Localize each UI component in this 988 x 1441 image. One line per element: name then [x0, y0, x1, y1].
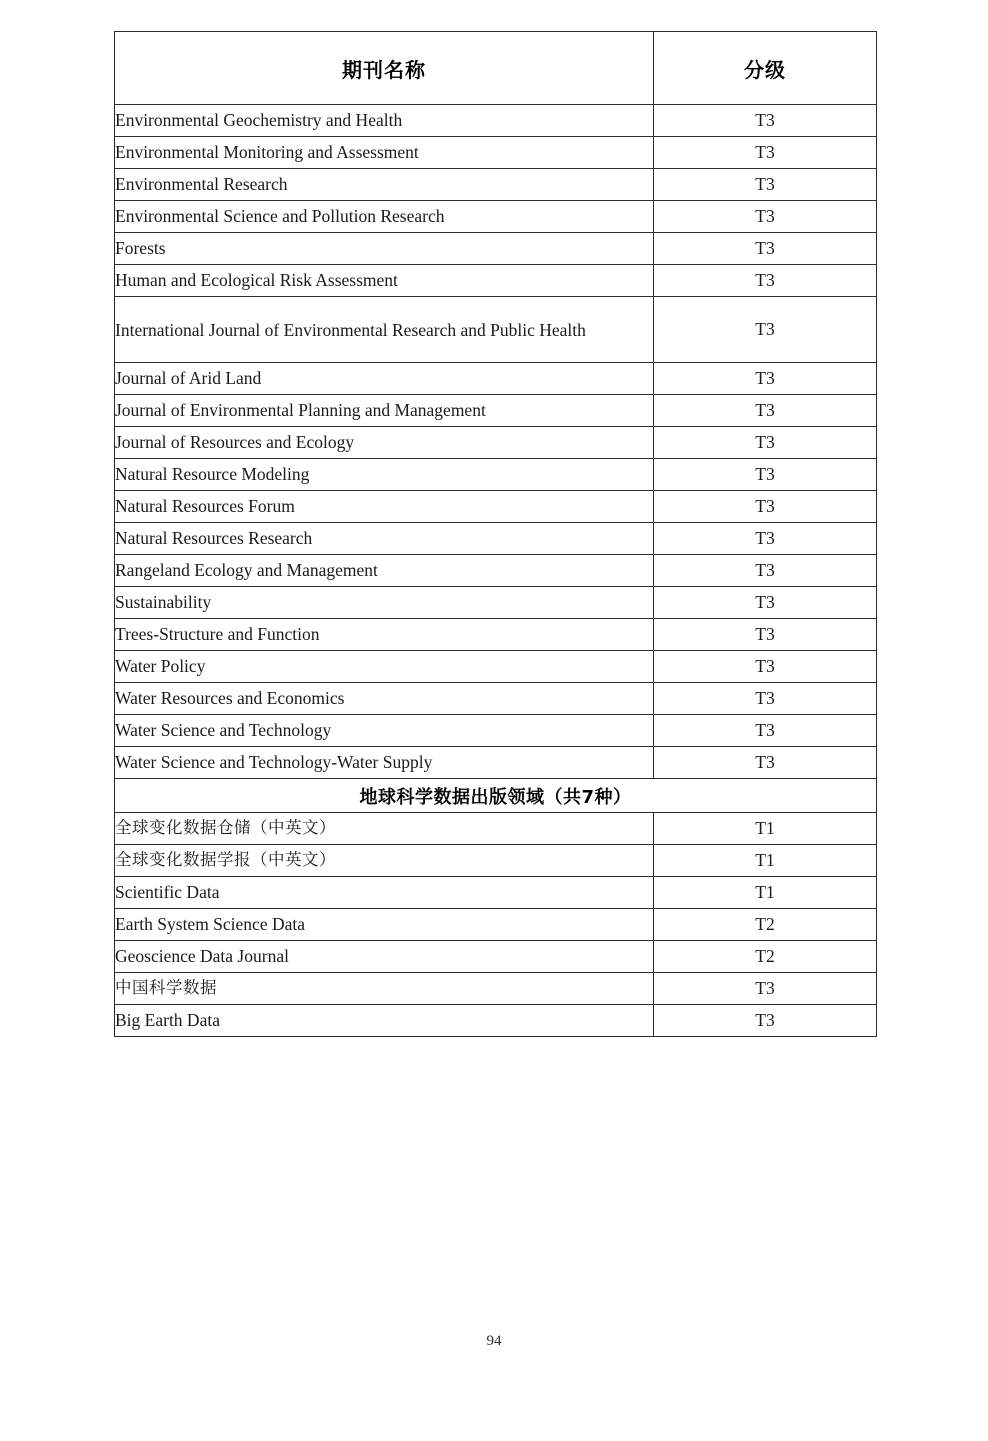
table-row [115, 265, 877, 297]
table-row [115, 201, 877, 233]
table-row [115, 973, 877, 1005]
journal-name-cell: Natural Resources Research [115, 523, 654, 555]
journal-name-cell: 全球变化数据仓储（中英文） [115, 813, 654, 845]
journal-name-cell: Journal of Environmental Planning and Management [115, 395, 654, 427]
journal-name-cell: Journal of Arid Land [115, 363, 654, 395]
table-row [115, 587, 877, 619]
journal-rank-cell: T3 [654, 395, 877, 427]
table-row [115, 523, 877, 555]
journal-rank-cell: T1 [654, 813, 877, 845]
journal-ranking-table-container [114, 31, 876, 1037]
journal-name-cell: Scientific Data [115, 877, 654, 909]
table-row [115, 877, 877, 909]
column-header-rank: 分级 [654, 32, 877, 105]
table-header [115, 32, 877, 105]
journal-rank-cell: T3 [654, 651, 877, 683]
table-row [115, 491, 877, 523]
journal-name-cell: Trees-Structure and Function [115, 619, 654, 651]
journal-rank-cell: T3 [654, 105, 877, 137]
journal-rank-cell: T3 [654, 233, 877, 265]
journal-rank-cell: T3 [654, 169, 877, 201]
table-row [115, 683, 877, 715]
journal-name-cell: Geoscience Data Journal [115, 941, 654, 973]
journal-rank-cell: T3 [654, 459, 877, 491]
table-header-row [115, 32, 877, 105]
table-row [115, 105, 877, 137]
table-row [115, 137, 877, 169]
journal-rank-cell: T3 [654, 1005, 877, 1037]
journal-name-cell: Journal of Resources and Ecology [115, 427, 654, 459]
journal-rank-cell: T3 [654, 683, 877, 715]
journal-rank-cell: T1 [654, 877, 877, 909]
journal-name-cell: 中国科学数据 [115, 973, 654, 1005]
journal-name-cell: Natural Resource Modeling [115, 459, 654, 491]
journal-rank-cell: T3 [654, 363, 877, 395]
journal-name-cell: Earth System Science Data [115, 909, 654, 941]
journal-rank-cell: T3 [654, 491, 877, 523]
journal-name-cell: Environmental Monitoring and Assessment [115, 137, 654, 169]
table-row [115, 459, 877, 491]
table-row [115, 169, 877, 201]
journal-rank-cell: T3 [654, 973, 877, 1005]
journal-name-cell: Natural Resources Forum [115, 491, 654, 523]
table-row [115, 715, 877, 747]
table-row [115, 395, 877, 427]
journal-rank-cell: T3 [654, 715, 877, 747]
table-row [115, 233, 877, 265]
journal-name-cell: Environmental Research [115, 169, 654, 201]
journal-name-cell: International Journal of Environmental Research and Public Health [115, 297, 654, 363]
section-header-label: 地球科学数据出版领域（共7种） [115, 779, 877, 813]
table-row [115, 555, 877, 587]
table-row [115, 363, 877, 395]
table-row [115, 651, 877, 683]
column-header-journal-name: 期刊名称 [115, 32, 654, 105]
table-row [115, 619, 877, 651]
journal-rank-cell: T3 [654, 201, 877, 233]
table-row [115, 813, 877, 845]
table-section-header-row [115, 779, 877, 813]
journal-name-cell: Water Science and Technology [115, 715, 654, 747]
journal-name-cell: 全球变化数据学报（中英文） [115, 845, 654, 877]
journal-name-cell: Forests [115, 233, 654, 265]
journal-rank-cell: T1 [654, 845, 877, 877]
table-row [115, 941, 877, 973]
journal-name-cell: Water Science and Technology-Water Supply [115, 747, 654, 779]
table-row [115, 297, 877, 363]
table-row [115, 1005, 877, 1037]
journal-rank-cell: T2 [654, 941, 877, 973]
journal-rank-cell: T2 [654, 909, 877, 941]
journal-name-cell: Sustainability [115, 587, 654, 619]
journal-rank-cell: T3 [654, 587, 877, 619]
journal-name-cell: Big Earth Data [115, 1005, 654, 1037]
table-row [115, 845, 877, 877]
journal-name-cell: Rangeland Ecology and Management [115, 555, 654, 587]
journal-rank-cell: T3 [654, 427, 877, 459]
journal-name-cell: Environmental Science and Pollution Research [115, 201, 654, 233]
journal-name-cell: Water Resources and Economics [115, 683, 654, 715]
journal-rank-cell: T3 [654, 619, 877, 651]
table-body [115, 105, 877, 1037]
page-number: 94 [486, 1333, 502, 1349]
journal-ranking-table [114, 31, 877, 1037]
table-row [115, 909, 877, 941]
journal-name-cell: Human and Ecological Risk Assessment [115, 265, 654, 297]
journal-rank-cell: T3 [654, 297, 877, 363]
journal-rank-cell: T3 [654, 523, 877, 555]
journal-name-cell: Environmental Geochemistry and Health [115, 105, 654, 137]
journal-rank-cell: T3 [654, 747, 877, 779]
table-row [115, 427, 877, 459]
journal-rank-cell: T3 [654, 137, 877, 169]
journal-rank-cell: T3 [654, 555, 877, 587]
journal-name-cell: Water Policy [115, 651, 654, 683]
journal-rank-cell: T3 [654, 265, 877, 297]
table-row [115, 747, 877, 779]
